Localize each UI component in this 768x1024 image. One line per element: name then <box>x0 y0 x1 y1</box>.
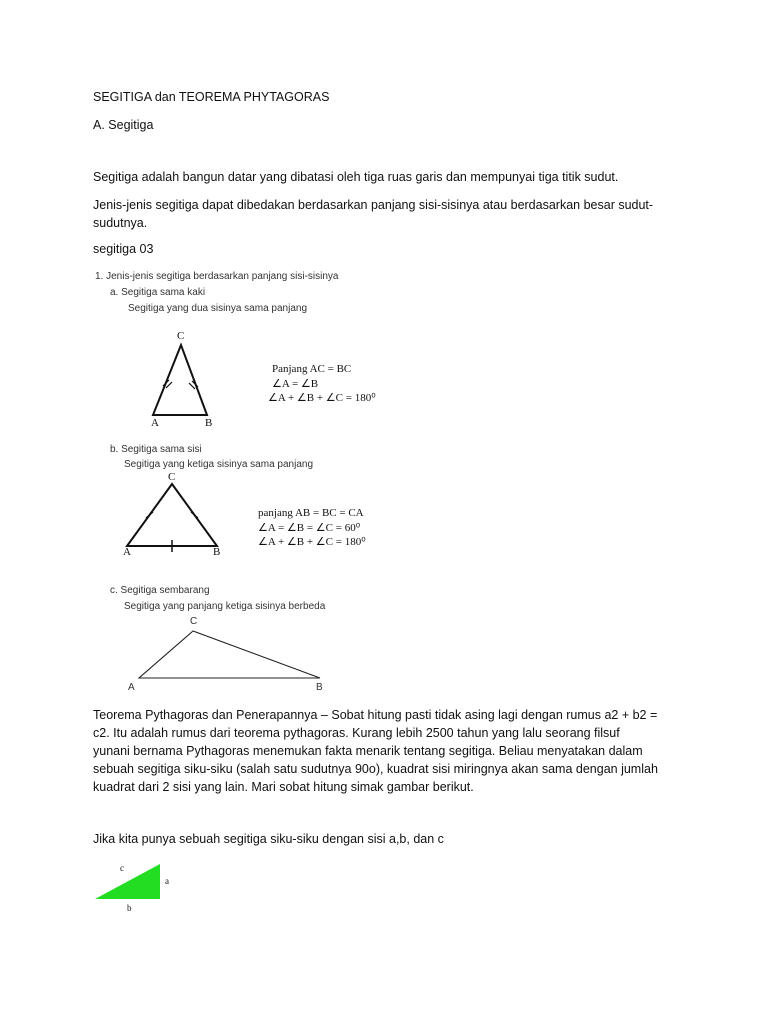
paragraph-pythagoras-line3: yunani bernama Pythagoras menemukan fakta menarik tentang segitiga. Beliau menyatakan dalam <box>93 744 643 758</box>
label-segitiga-03: segitiga 03 <box>93 242 154 256</box>
vertex-b-label: B <box>316 682 323 693</box>
page-title: SEGITIGA dan TEOREMA PHYTAGORAS <box>93 90 330 104</box>
vertex-b-label: B <box>205 417 213 429</box>
vertex-c-label: C <box>190 616 198 627</box>
equation-a-2: ∠A = ∠B <box>272 378 319 390</box>
figure-b-desc: Segitiga yang ketiga sisinya sama panjang <box>124 459 314 470</box>
equation-b-1: panjang AB = BC = CA <box>258 507 364 519</box>
vertex-a-label: A <box>123 546 131 558</box>
vertex-a-label: A <box>151 417 159 429</box>
section-heading: A. Segitiga <box>93 118 154 132</box>
equation-b-3: ∠A + ∠B + ∠C = 180⁰ <box>258 536 366 548</box>
equation-b-2: ∠A = ∠B = ∠C = 60⁰ <box>258 522 361 534</box>
equation-a-1: Panjang AC = BC <box>272 363 352 375</box>
figure-c-desc: Segitiga yang panjang ketiga sisinya berbeda <box>124 601 326 612</box>
side-b-label: b <box>127 903 132 913</box>
paragraph-types-line2: sudutnya. <box>93 216 148 230</box>
side-a-label: a <box>165 876 169 886</box>
paragraph-pythagoras-line2: c2. Itu adalah rumus dari teorema pythagoras. Kurang lebih 2500 tahun yang lalu seorang filsuf <box>93 726 620 740</box>
vertex-b-label: B <box>213 546 221 558</box>
figure-b-label: b. Segitiga sama sisi <box>110 444 202 455</box>
paragraph-pythagoras-line4: sebuah segitiga siku-siku (salah satu sudutnya 90o), kuadrat sisi miringnya akan sama dengan jumlah <box>93 762 658 776</box>
vertex-a-label: A <box>128 682 135 693</box>
paragraph-types-line1: Jenis-jenis segitiga dapat dibedakan berdasarkan panjang sisi-sisinya atau berdasarkan besar sudut- <box>93 198 654 212</box>
vertex-c-label: C <box>168 471 176 483</box>
paragraph-right-triangle: Jika kita punya sebuah segitiga siku-siku dengan sisi a,b, dan c <box>93 832 444 846</box>
paragraph-pythagoras-line5: kuadrat dari 2 sisi yang lain. Mari sobat hitung simak gambar berikut. <box>93 780 474 794</box>
figure-heading: 1. Jenis-jenis segitiga berdasarkan panjang sisi-sisinya <box>95 271 339 282</box>
vertex-c-label: C <box>177 330 185 342</box>
paragraph-pythagoras-line1: Teorema Pythagoras dan Penerapannya – Sobat hitung pasti tidak asing lagi dengan rumus a2 + b2 = <box>93 708 658 722</box>
side-c-label: c <box>120 863 124 873</box>
figure-a-label: a. Segitiga sama kaki <box>110 287 206 298</box>
paragraph-definition: Segitiga adalah bangun datar yang dibatasi oleh tiga ruas garis dan mempunyai tiga titik sudut. <box>93 170 619 184</box>
figure-c-label: c. Segitiga sembarang <box>110 585 210 596</box>
figure-a-desc: Segitiga yang dua sisinya sama panjang <box>128 303 308 314</box>
equation-a-3: ∠A + ∠B + ∠C = 180⁰ <box>268 392 376 404</box>
